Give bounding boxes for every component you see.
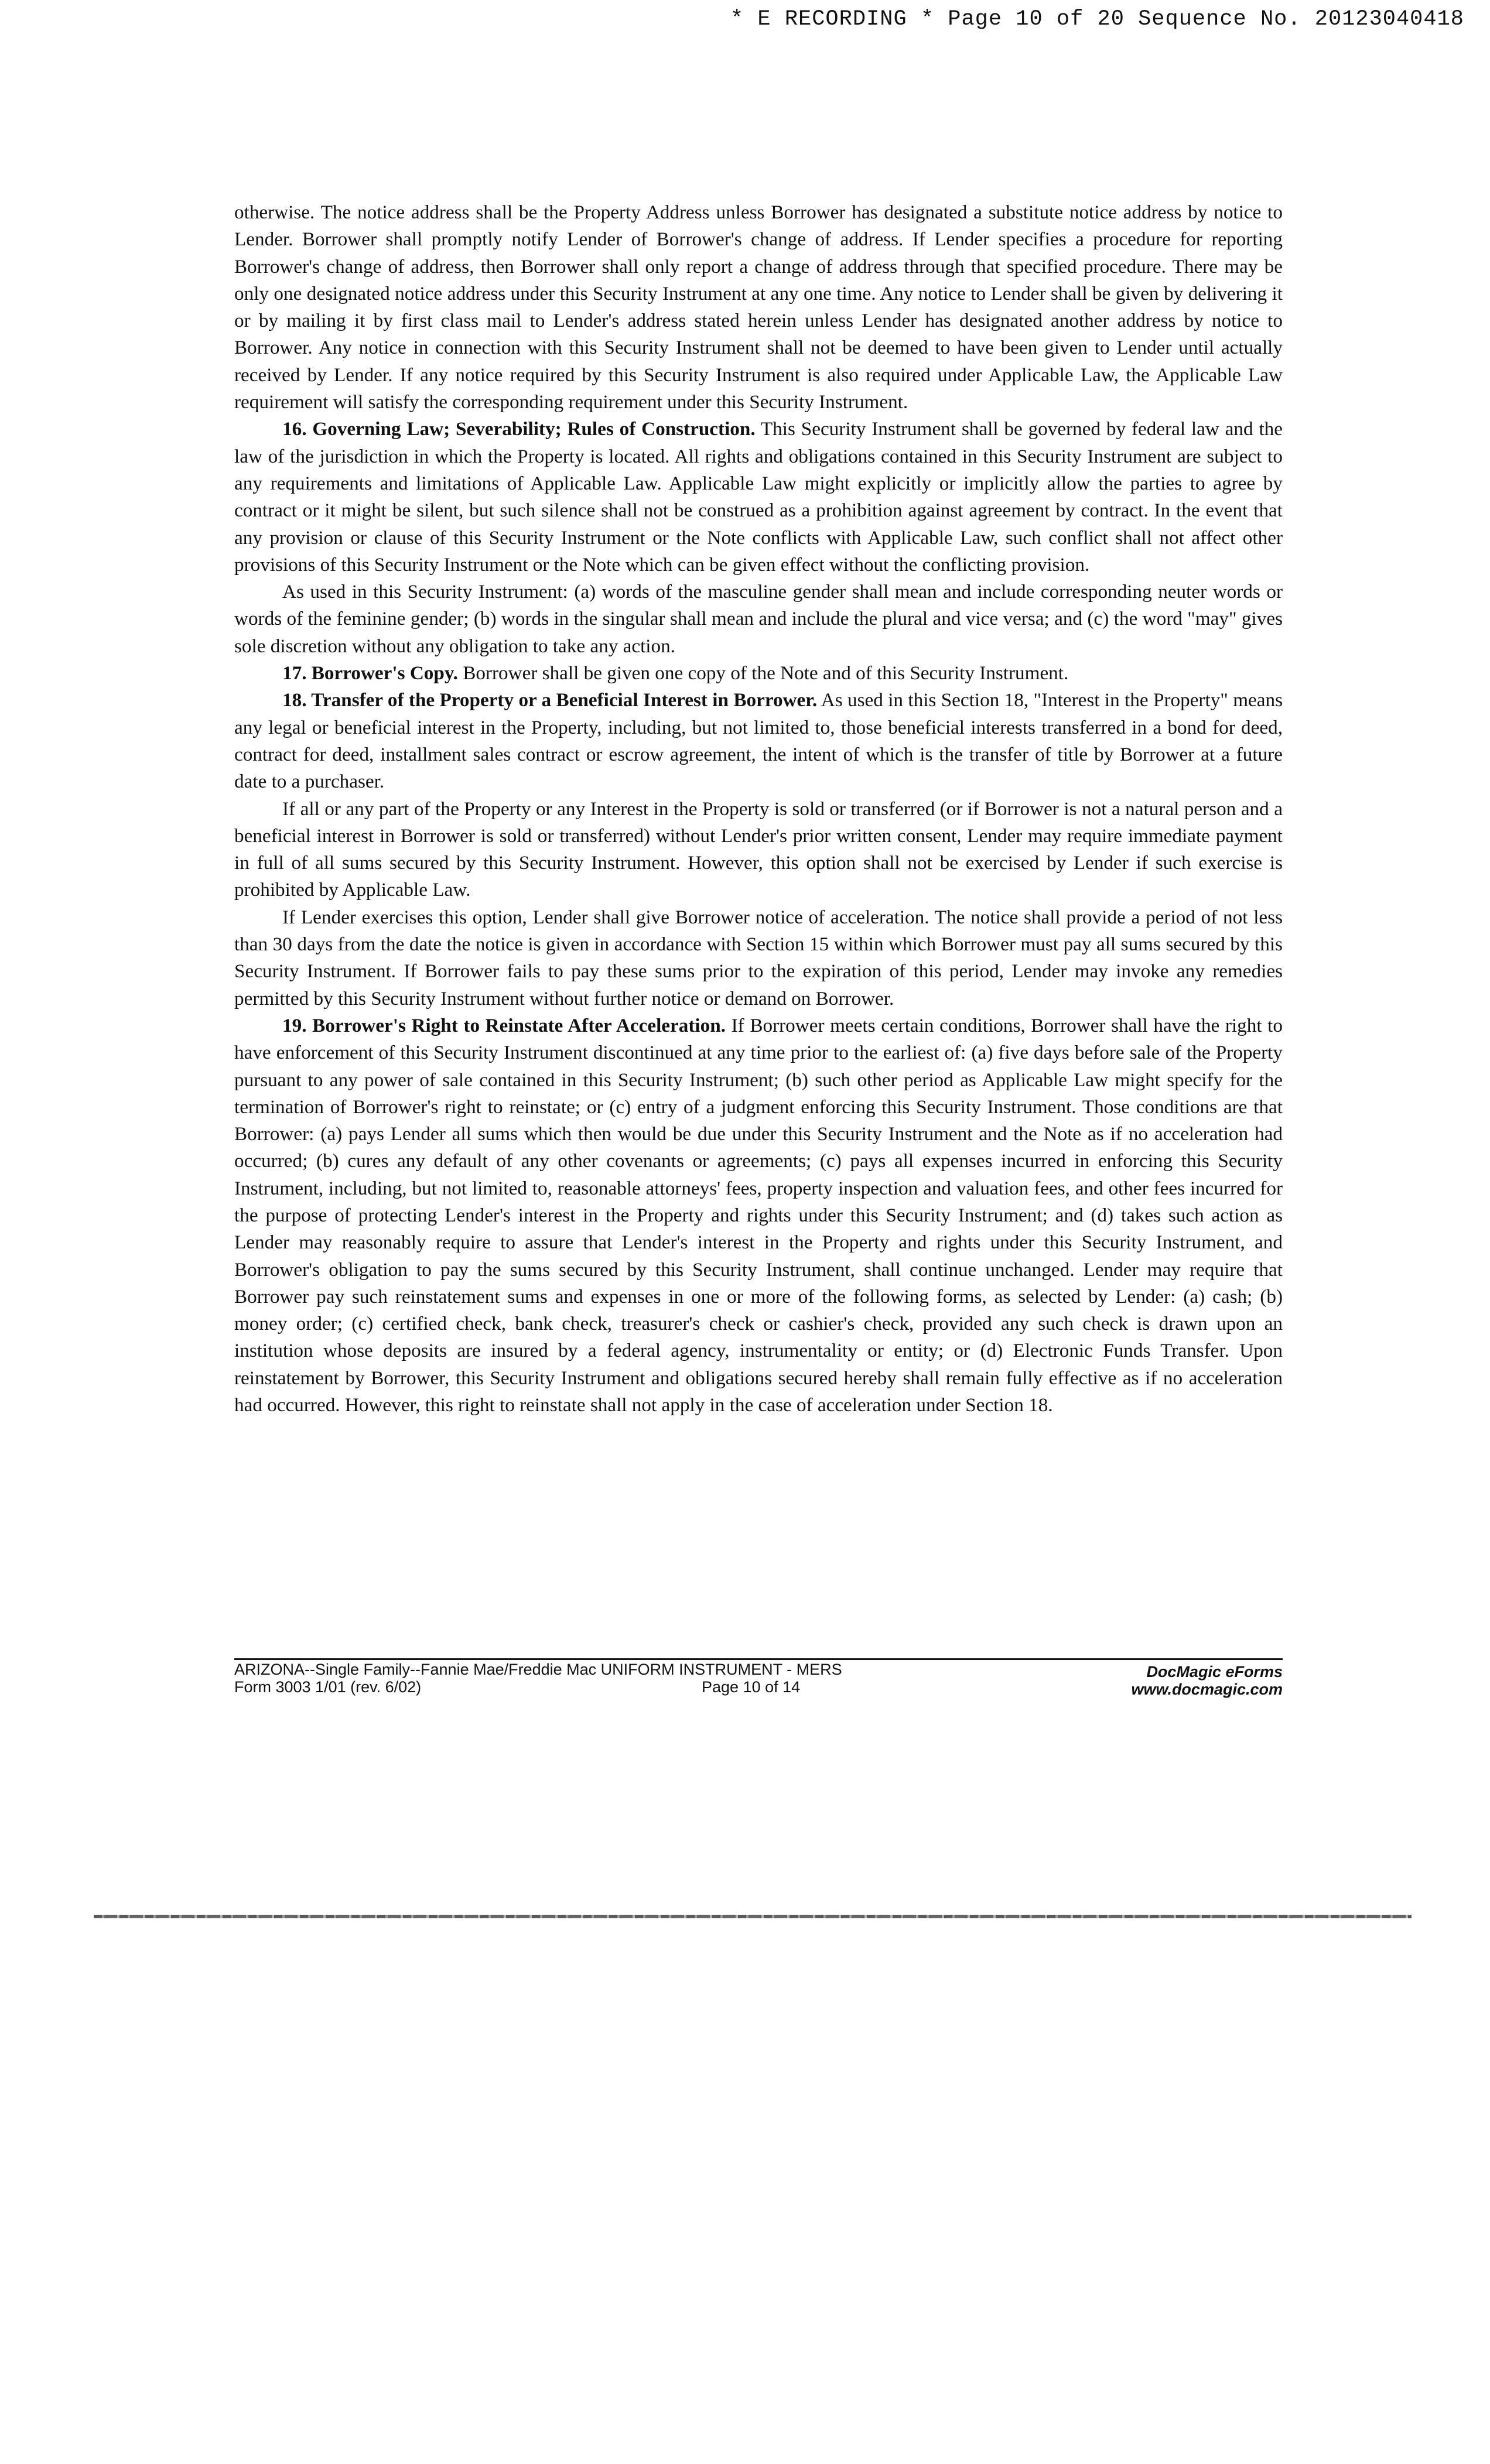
scan-artifact-line <box>94 1915 1412 1918</box>
section-18-text: As used in this Section 18, "Interest in the Property" means any legal or beneficial interest in the Property, including, but not limited to, those beneficial interests transferred in a bond for deed, contract for deed, installment sales contract or escrow agreement, the intent of which is the transfer of title by Borrower at a future date to a purchaser. <box>234 689 1283 793</box>
footer-form-title: ARIZONA--Single Family--Fannie Mae/Freddie Mac UNIFORM INSTRUMENT - MERS <box>234 1661 842 1678</box>
docmagic-logo: DocMagic eForms <box>1146 1663 1283 1681</box>
footer-brand-block <box>1131 1663 1283 1698</box>
section-17-text: Borrower shall be given one copy of the Note and of this Security Instrument. <box>457 662 1069 685</box>
section-16 <box>234 416 1283 579</box>
footer-page-number: Page 10 of 14 <box>702 1678 801 1696</box>
footer-divider <box>234 1658 1283 1660</box>
section-17 <box>234 660 1283 687</box>
document-body <box>234 199 1283 1419</box>
section-19-text: If Borrower meets certain conditions, Borrower shall have the right to have enforcement of this Security Instrument discontinued at any time prior to the earliest of: (a) five days before sale of the Property pursuant to any power of sale contained in this Security Instrument; (b) such other period as Applicable Law might specify for the termination of Borrower's right to reinstate; or (c) entry of a judgment enforcing this Security Instrument. Those conditions are that Borrower: (a) pays Lender all sums which then would be due under this Security Instrument and the Note as if no acceleration had occurred; (b) cures any default of any other covenants or agreements; (c) pays all expenses incurred in enforcing this Security Instrument, including, but not limited to, reasonable attorneys' fees, property inspection and valuation fees, and other fees incurred for the purpose of protecting Lender's interest in the Property and rights under this Security Instrument; and (d) takes such action as Lender may reasonably require to assure that Lender's interest in the Property and rights under this Security Instrument, and Borrower's obligation to pay the sums secured by this Security Instrument, shall continue unchanged. Lender may require that Borrower pay such reinstatement sums and expenses in one or more of the following forms, as selected by Lender: (a) cash; (b) money order; (c) certified check, bank check, treasurer's check or cashier's check, provided any such check is drawn upon an institution whose deposits are insured by a federal agency, instrumentality or entity; or (d) Electronic Funds Transfer. Upon reinstatement by Borrower, this Security Instrument and obligations secured hereby shall remain fully effective as if no acceleration had occurred. However, this right to reinstate shall not apply in the case of acceleration under Section 18. <box>234 1014 1283 1416</box>
section-16-paragraph-2: As used in this Security Instrument: (a) words of the masculine gender shall mean and include corresponding neuter words or words of the feminine gender; (b) words in the singular shall mean and include the plural and vice versa; and (c) the word "may" gives sole discretion without any obligation to take any action. <box>234 581 1283 657</box>
section-18-paragraph-2: If all or any part of the Property or any Interest in the Property is sold or transferred (or if Borrower is not a natural person and a beneficial interest in Borrower is sold or transferred) without Lender's prior written consent, Lender may require immediate payment in full of all sums secured by this Security Instrument. However, this option shall not be exercised by Lender if such exercise is prohibited by Applicable Law. <box>234 798 1283 901</box>
section-19-heading: 19. Borrower's Right to Reinstate After Acceleration. <box>282 1014 726 1036</box>
paragraph-notice-continuation: otherwise. The notice address shall be the Property Address unless Borrower has designated a substitute notice address by notice to Lender. Borrower shall promptly notify Lender of Borrower's change of address. If Lender specifies a procedure for reporting Borrower's change of address, then Borrower shall only report a change of address through that specified procedure. There may be only one designated notice address under this Security Instrument at any one time. Any notice to Lender shall be given by delivering it or by mailing it by first class mail to Lender's address stated herein unless Lender has designated another address by notice to Borrower. Any notice in connection with this Security Instrument shall not be deemed to have been given to Lender until actually received by Lender. If any notice required by this Security Instrument is also required under Applicable Law, the Applicable Law requirement will satisfy the corresponding requirement under this Security Instrument. <box>234 201 1283 413</box>
section-17-heading: 17. Borrower's Copy. <box>282 662 458 685</box>
footer-form-number: Form 3003 1/01 (rev. 6/02) <box>234 1678 422 1696</box>
section-16-heading: 16. Governing Law; Severability; Rules of Construction. <box>282 418 756 440</box>
section-16-text: This Security Instrument shall be governed by federal law and the law of the jurisdiction in which the Property is located. All rights and obligations contained in this Security Instrument are subject to any requirements and limitations of Applicable Law. Applicable Law might explicitly or implicitly allow the parties to agree by contract or it might be silent, but such silence shall not be construed as a prohibition against agreement by contract. In the event that any provision or clause of this Security Instrument or the Note conflicts with Applicable Law, such conflict shall not affect other provisions of this Security Instrument or the Note which can be given effect without the conflicting provision. <box>234 418 1283 576</box>
section-18 <box>234 687 1283 795</box>
docmagic-website: www.docmagic.com <box>1131 1681 1283 1698</box>
section-18-heading: 18. Transfer of the Property or a Beneficial Interest in Borrower. <box>282 689 818 711</box>
section-19 <box>234 1012 1283 1419</box>
recording-header: * E RECORDING * Page 10 of 20 Sequence No. 20123040418 <box>730 7 1464 32</box>
section-18-paragraph-3: If Lender exercises this option, Lender shall give Borrower notice of acceleration. The notice shall provide a period of not less than 30 days from the date the notice is given in accordance with Section 15 within which Borrower must pay all sums secured by this Security Instrument. If Borrower fails to pay these sums prior to the expiration of this period, Lender may invoke any remedies permitted by this Security Instrument without further notice or demand on Borrower. <box>234 906 1283 1009</box>
